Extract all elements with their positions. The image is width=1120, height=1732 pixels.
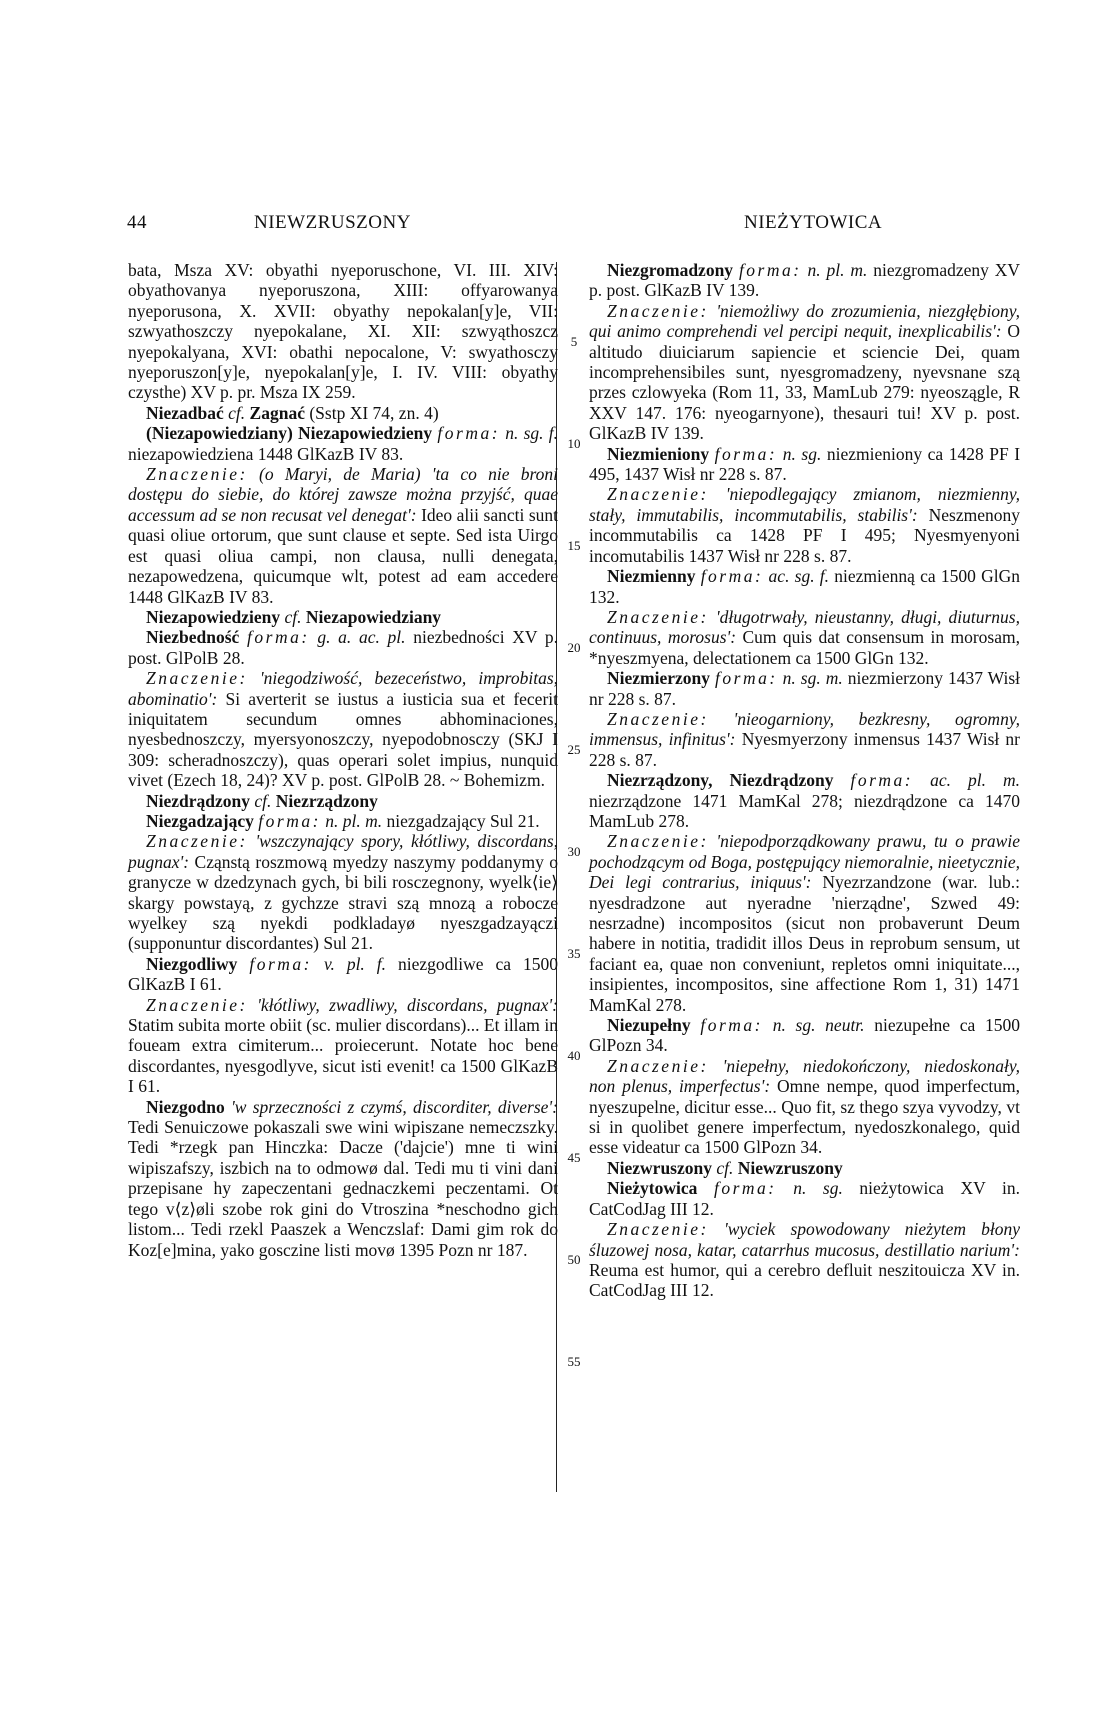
headword: Niezmierzony bbox=[607, 668, 711, 689]
headword: (Niezapowiedziany) Niezapowiedzieny bbox=[146, 423, 433, 444]
left-column bbox=[128, 260, 558, 1260]
line-number: 35 bbox=[567, 946, 581, 961]
headword: Niezbedność bbox=[146, 627, 240, 648]
headword: Niezrządzony, Niezdrądzony bbox=[607, 770, 834, 791]
dictionary-entry: Niezgadzający forma: n. pl. m. niezgadzający Sul 21. bbox=[146, 810, 540, 831]
headword: Niezgadzający bbox=[146, 810, 254, 831]
meaning: Znaczenie: 'nieogarniony, bezkresny, ogromny, immensus, infinitus': Nyesmyerzony inmensus 1437 Wisł nr 228 s. 87. bbox=[589, 708, 1021, 770]
cross-reference: Zagnać bbox=[249, 402, 305, 423]
headword: Niezupełny bbox=[607, 1015, 691, 1036]
line-number: 50 bbox=[567, 1252, 581, 1267]
line-number: 25 bbox=[567, 742, 581, 757]
headword: Niezmieniony bbox=[607, 443, 710, 464]
page-number: 44 bbox=[127, 212, 147, 233]
cross-reference: Niezapowiedziany bbox=[305, 606, 442, 627]
meaning: Znaczenie: (o Maryi, de Maria) 'ta co nie broni dostępu do siebie, do której zawsze można przyjść, quae accessum ad se non recusat vel denegat': Ideo alii sancti sunt quasi oliue ortorum, que sunt clause et septe. Sed ista Uirgo est quasi oliua campi, non clausa, nulli denegata, nezapowedzena, quicumque wlt, potest ad eam accedere 1448 GlKazB IV 83. bbox=[128, 464, 558, 607]
cross-reference: Niezrządzony bbox=[275, 790, 378, 811]
dictionary-entry: Niezapowiedzieny cf. Niezapowiedziany bbox=[146, 606, 442, 627]
meaning: Znaczenie: 'niepełny, niedokończony, niedoskonały, non plenus, imperfectus': Omne nempe, quod imperfectum, nyeszupelne, dicitur esse... Quo fit, sz thego szya vyvodzy, vt si in quolibet genere imperfectum, nyedoszkonalego, quid esse videatur ca 1500 GlPozn 34. bbox=[589, 1055, 1020, 1158]
dictionary-entry: Nieżytowica forma: n. sg. nieżytowica XV in. CatCodJag III 12. bbox=[589, 1178, 1021, 1219]
dictionary-entry: Niezbedność forma: g. a. ac. pl. niezbedności XV p. post. GlPolB 28. bbox=[128, 627, 559, 668]
right-column bbox=[589, 260, 1020, 1301]
headword: Niezmienny bbox=[607, 566, 696, 587]
dictionary-entry: Niezmieniony forma: n. sg. niezmieniony ca 1428 PF I 495, 1437 Wisł nr 228 s. 87. bbox=[589, 443, 1021, 485]
line-number: 5 bbox=[570, 334, 578, 349]
dictionary-entry: Niezrządzony, Niezdrądzony forma: ac. pl. m. niezrządzone 1471 MamKal 278; niezdrądzone ca 1470 MamLub 278. bbox=[589, 770, 1021, 831]
dictionary-entry: Niezgodno 'w sprzeczności z czymś, discorditer, diverse': Tedi Senuiczowe pokaszali swe wini wipiszane nemeczszky. Tedi *rzegk pan Hinczka: Dacze ('dajcie') mne ti wini wipiszafszy, iszbich na to odmowø dal. Tedi mu ti vini dani przepisane hy zapeczentani gednaczkemi peczentami. Ot tego v⟨z⟩øli szobe rok gini do Vtroszina *neschodno gich listom... Tedi rzekl Paaszek a Wenczslaf: Dami gim rok do Koz[e]mina, yako gosczine listi movø 1395 Pozn nr 187. bbox=[128, 1096, 558, 1260]
dictionary-entry: Niezmienny forma: ac. sg. f. niezmienną ca 1500 GlGn 132. bbox=[589, 566, 1020, 607]
headword: Niezapowiedzieny bbox=[146, 606, 281, 627]
dictionary-entry: Niezwruszony cf. Niewzruszony bbox=[607, 1157, 843, 1178]
dictionary-entry: (Niezapowiedziany) Niezapowiedzieny forma: n. sg. f. niezapowiedziena 1448 GlKazB IV 83. bbox=[128, 423, 559, 464]
headword: Niezadbać bbox=[146, 402, 224, 423]
dictionary-entry: Niezdrądzony cf. Niezrządzony bbox=[146, 790, 378, 811]
line-number: 30 bbox=[567, 844, 581, 859]
dictionary-entry: Niezgromadzony forma: n. pl. m. niezgromadzeny XV p. post. GlKazB IV 139. bbox=[589, 260, 1021, 301]
left-headword: NIEWZRUSZONY bbox=[254, 212, 411, 233]
dictionary-entry: Niezmierzony forma: n. sg. m. niezmierzony 1437 Wisł nr 228 s. 87. bbox=[589, 668, 1020, 709]
headword: Nieżytowica bbox=[607, 1178, 698, 1199]
line-number: 20 bbox=[567, 640, 581, 655]
headword: Niezdrądzony bbox=[146, 790, 251, 811]
running-header bbox=[0, 212, 1120, 242]
headword: Niezwruszony bbox=[607, 1157, 712, 1178]
dictionary-entry: Niezupełny forma: n. sg. neutr. niezupełne ca 1500 GlPozn 34. bbox=[589, 1015, 1021, 1056]
headword: Niezgromadzony bbox=[607, 260, 734, 280]
headword: Niezgodno bbox=[146, 1096, 225, 1117]
headword: Niezgodliwy bbox=[146, 953, 238, 974]
meaning: Znaczenie: 'niemożliwy do zrozumienia, niezgłębiony, qui animo comprehendi vel percipi nequit, inexplicabilis': O altitudo diuiciarum sapiencie et sciencie Dei, quam incomprehensibiles sunt, nyesgromadzeny, nyevsnane szą przes czlowyeka (Rom 11, 33, MamLub 279: nyeoszągle, R XXV 147. 176: nyeogarnyone), thesauri tui! XV p. post. GlKazB IV 139. bbox=[589, 300, 1020, 444]
cross-reference: Niewzruszony bbox=[737, 1157, 843, 1178]
meaning: Znaczenie: 'niegodziwość, bezeceństwo, improbitas, abominatio': Si averterit se iustus a iusticia sua et fecerit iniquitatem secundum omnes abhominaciones, nyesbednoszczy, myersyonoszczy, nyepodobnosczy (SKJ I 309: scheradnoszczy), quas operari solet impius, nunquid vivet (Ezech 18, 24)? XV p. post. GlPolB 28. ~ Bohemizm. bbox=[128, 668, 559, 791]
dictionary-entry: Niezadbać cf. Zagnać (Sstp XI 74, zn. 4) bbox=[146, 402, 439, 423]
meaning: Znaczenie: 'wszczynający spory, kłótliwy, discordans, pugnax': Cząnstą roszmową myedzy naszymy poddanymy o granycze w dzedzynach gych, bi bili rosczegnony, wyelk⟨ie⟩ skargy powstayą, z gychzze stravi szą mnozą a robocze wyelkey szą nyekdi podkladayø nyeszgadzayączi (supponuntur discordantes) Sul 21. bbox=[128, 831, 558, 954]
entry-continuation: bata, Msza XV: obyathi nyeporuschone, VI. III. XIV: obyathovanya nyeporuszona, XIII: offyarowanya nyeporusona, X. XVII: obyathy nepokalan[y]e, VII: szwyathoszczy nyepokalane, XI. XII: szwyąthoszcz nyepokalyana, XVI: obathi nepocalone, V: swyathosczy nyeporuszon[y]e, nyepokalan[y]e, I. IV. VIII: obyathy czysthe) XV p. pr. Msza IX 259. bbox=[128, 260, 558, 403]
right-headword: NIEŻYTOWICA bbox=[744, 212, 883, 233]
line-number: 55 bbox=[567, 1354, 581, 1369]
line-number: 15 bbox=[567, 538, 581, 553]
line-number: 45 bbox=[567, 1150, 581, 1165]
meaning: Znaczenie: 'niepodlegający zmianom, niezmienny, stały, immutabilis, incommutabilis, stabilis': Neszmenony incommutabilis ca 1428 PF I 495; Nyesmyenyoni incomutabilis 1437 Wisł nr 228 s. 87. bbox=[589, 484, 1021, 566]
meaning: Znaczenie: 'wyciek spowodowany nieżytem błony śluzowej nosa, katar, catarrhus mucosus, destillatio narium': Reuma est humor, qui a cerebro defluit neszitouicza XV in. CatCodJag III 12. bbox=[589, 1219, 1021, 1301]
line-number: 10 bbox=[567, 436, 581, 451]
meaning: Znaczenie: 'niepodporządkowany prawu, tu o prawie pochodzącym od Boga, postępujący niemoralnie, nieetycznie, Dei legi contrarius, iniquus': Nyezrzandzone (war. lub.: nyesdradzone aut nyeradne 'nierządne', Szwed 49: nesrzadne) incompositos (sicut non probaverunt Deum habere in notitia, tradidit illos Deus in reprobum sensum, ut faciant ea, quae non conveniunt, repletos omni iniquitate..., insipientes, incompositos, sine affectione Rom 1, 31) 1471 MamKal 278. bbox=[589, 831, 1021, 1015]
dictionary-entry: Niezgodliwy forma: v. pl. f. niezgodliwe ca 1500 GlKazB I 61. bbox=[128, 953, 559, 995]
line-number: 40 bbox=[567, 1048, 581, 1063]
meaning: Znaczenie: 'długotrwały, nieustanny, długi, diuturnus, continuus, morosus': Cum quis dat consensum in morosam, *nyeszmyena, delectationem ca 1500 GlGn 132. bbox=[589, 606, 1020, 668]
meaning: Znaczenie: 'kłótliwy, zwadliwy, discordans, pugnax': Statim subita morte obiit (sc. mulier discordans)... Et illam in foueam extra cimiterum... proiecerunt. Notate hoc bene discordantes, nyesgodlyve, sicut isti evenit! ca 1500 GlKazB I 61. bbox=[128, 994, 558, 1097]
